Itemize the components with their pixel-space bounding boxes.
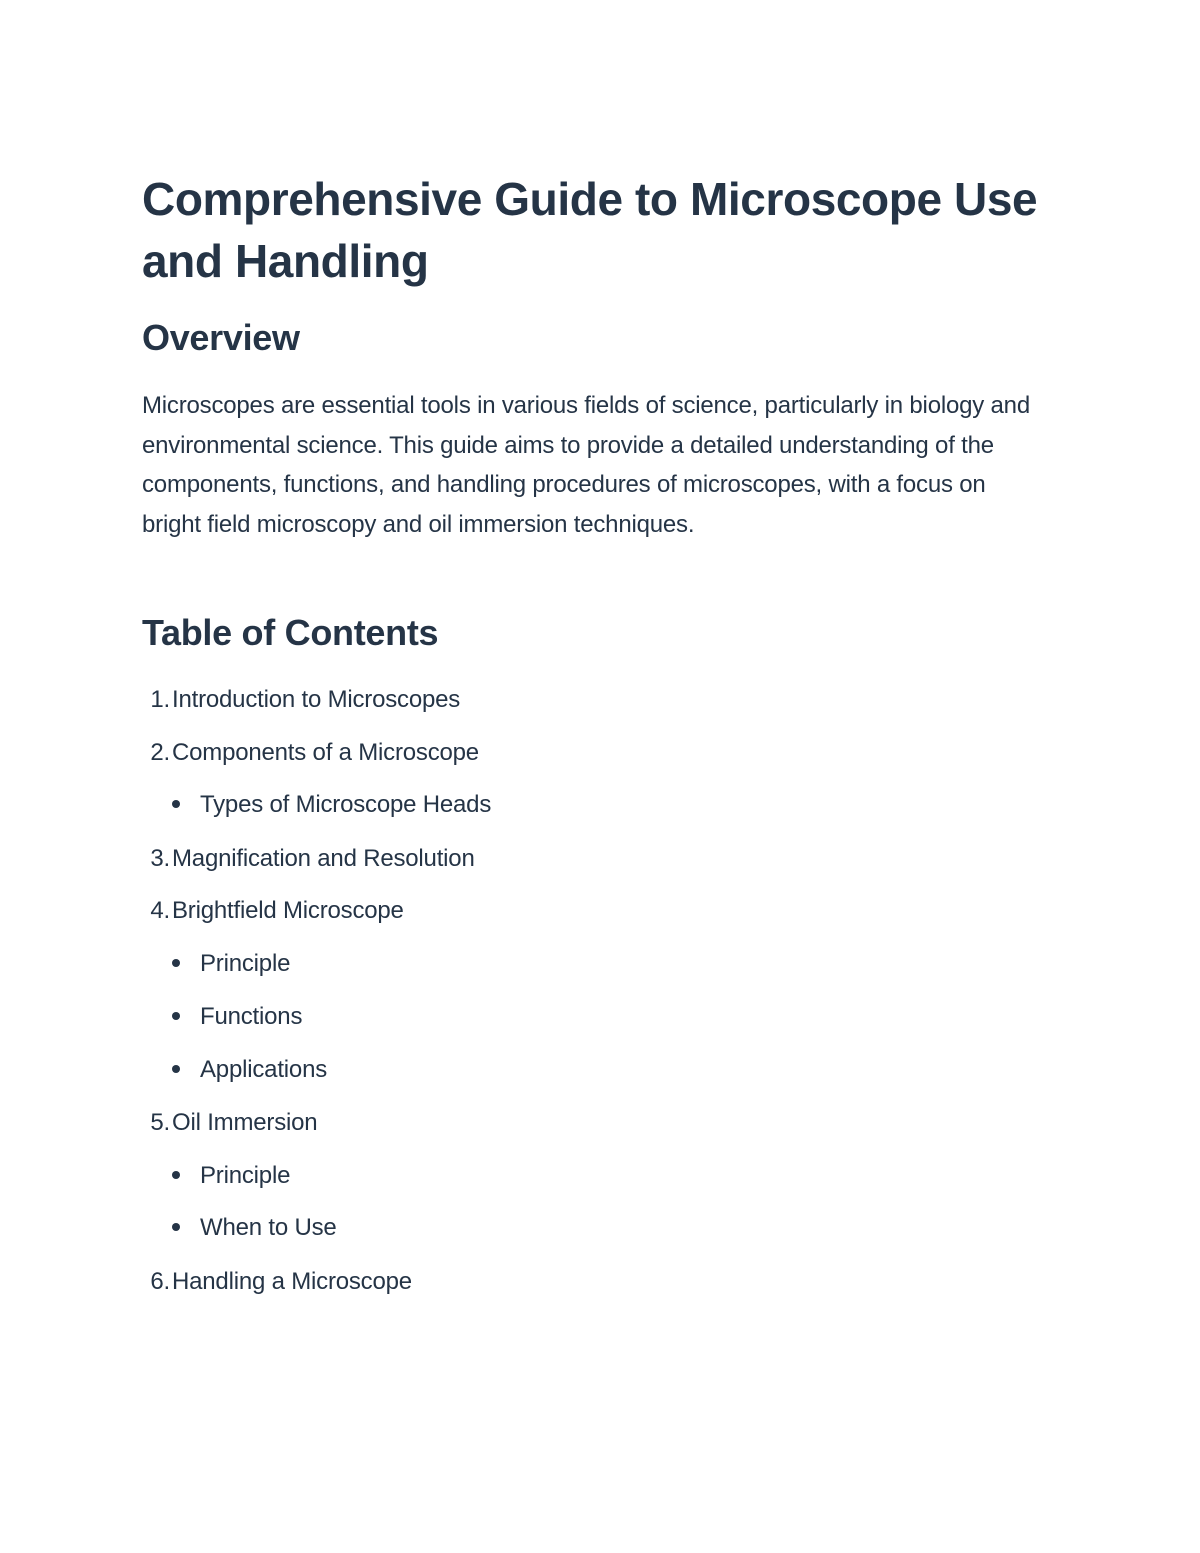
overview-heading: Overview xyxy=(142,317,300,358)
toc-item-magnification xyxy=(142,843,475,875)
toc-item-number: 5. xyxy=(150,1109,170,1136)
toc-item-label: Components of a Microscope xyxy=(172,739,479,766)
toc-subitem-oil-principle xyxy=(172,1160,290,1192)
bullet-icon xyxy=(172,1065,180,1073)
toc-item-brightfield xyxy=(142,895,404,927)
toc-item-handling xyxy=(142,1266,412,1298)
toc-subitem-when-to-use xyxy=(172,1212,337,1244)
toc-item-number: 2. xyxy=(150,739,170,766)
toc-item-label: Oil Immersion xyxy=(172,1109,318,1136)
bullet-icon xyxy=(172,1012,180,1020)
toc-item-label: Brightfield Microscope xyxy=(172,897,404,924)
toc-subitem-microscope-heads xyxy=(172,789,491,821)
toc-item-number: 3. xyxy=(150,845,170,872)
bullet-icon xyxy=(172,959,180,967)
bullet-icon xyxy=(172,800,180,808)
toc-subitem-label: Principle xyxy=(200,1162,291,1189)
toc-item-label: Introduction to Microscopes xyxy=(172,686,461,713)
toc-subitem-brightfield-functions xyxy=(172,1001,302,1033)
overview-paragraph: Microscopes are essential tools in various fields of science, particularly in biology and environmental science. This guide aims to provide a detailed understanding of the components, functions, and handling procedures of microscopes, with a focus on bright field microscopy and oil immersion techniques. xyxy=(142,392,1030,538)
toc-item-components xyxy=(142,737,479,769)
toc-item-number: 1. xyxy=(150,686,170,713)
toc-subitem-brightfield-principle xyxy=(172,948,290,980)
toc-item-number: 4. xyxy=(150,897,170,924)
document-title: Comprehensive Guide to Microscope Use and Handling xyxy=(142,173,1038,287)
toc-heading: Table of Contents xyxy=(142,612,439,653)
toc-subitem-label: When to Use xyxy=(200,1214,337,1241)
toc-subitem-label: Functions xyxy=(200,1003,303,1030)
bullet-icon xyxy=(172,1223,180,1231)
table-of-contents xyxy=(142,0,1042,1553)
toc-subitem-label: Applications xyxy=(200,1056,328,1083)
toc-item-number: 6. xyxy=(150,1268,170,1295)
toc-item-label: Handling a Microscope xyxy=(172,1268,412,1295)
bullet-icon xyxy=(172,1171,180,1179)
toc-item-oil-immersion xyxy=(142,1107,317,1139)
toc-subitem-label: Principle xyxy=(200,950,291,977)
toc-item-introduction xyxy=(142,684,460,716)
toc-subitem-label: Types of Microscope Heads xyxy=(200,791,492,818)
toc-subitem-brightfield-applications xyxy=(172,1054,327,1086)
toc-item-label: Magnification and Resolution xyxy=(172,845,475,872)
